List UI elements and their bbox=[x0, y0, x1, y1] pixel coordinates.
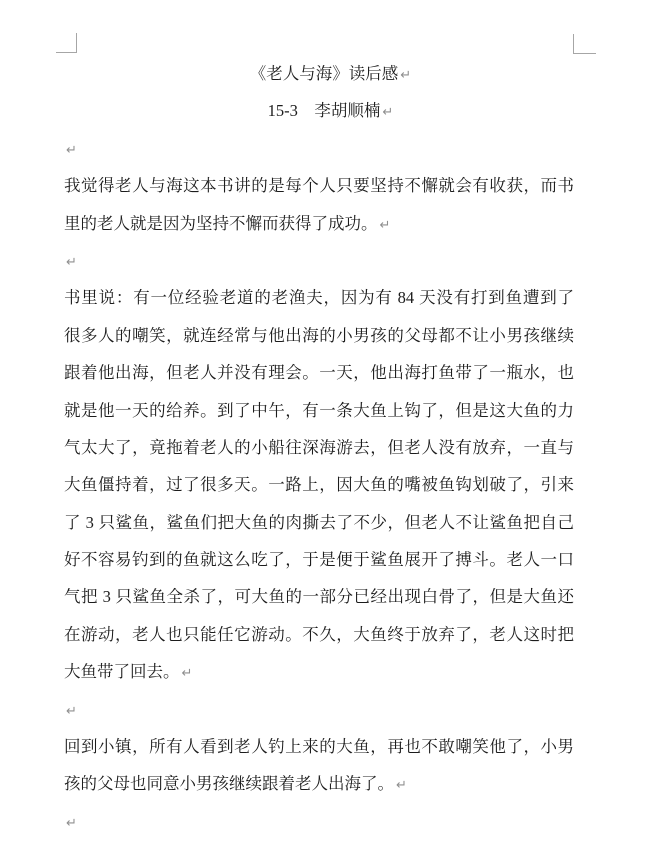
paragraph-line-text: 回到小镇，所有人看到老人钓上来的大鱼，再也不敢嘲笑他了，小男 bbox=[64, 737, 574, 757]
crop-mark-top-right bbox=[573, 34, 596, 54]
pilcrow-mark: ↵ bbox=[400, 68, 412, 83]
pilcrow-mark: ↵ bbox=[382, 105, 394, 121]
paragraph-line-text: 跟着他出海，但老人并没有理会。一天，他出海打鱼带了一瓶水，也 bbox=[64, 363, 574, 383]
paragraph-line[interactable] bbox=[64, 466, 574, 503]
paragraph-line-text: 孩的父母也同意小男孩继续跟着老人出海了。 bbox=[64, 774, 394, 794]
paragraph-line-text: 在游动，老人也只能任它游动。不久，大鱼终于放弃了，老人这时把 bbox=[64, 624, 574, 644]
paragraph-line[interactable] bbox=[64, 205, 597, 242]
empty-line[interactable] bbox=[64, 691, 597, 728]
paragraph-line[interactable] bbox=[64, 728, 574, 765]
paragraph-line-text: 气太大了，竟拖着老人的小船往深海游去，但老人没有放弃，一直与 bbox=[64, 437, 574, 457]
author-line-text: 15-3 李胡顺楠 bbox=[267, 101, 381, 121]
paragraph-line-text: 气把 3 只鲨鱼全杀了，可大鱼的一部分已经出现白骨了，但是大鱼还 bbox=[64, 587, 574, 607]
empty-line[interactable] bbox=[64, 242, 597, 279]
paragraph-line-text: 大鱼带了回去。 bbox=[64, 662, 180, 682]
pilcrow-mark: ↵ bbox=[66, 815, 77, 831]
paragraph-line[interactable] bbox=[64, 765, 597, 802]
paragraph-line[interactable] bbox=[64, 429, 574, 466]
paragraph-line[interactable] bbox=[64, 317, 574, 354]
pilcrow-mark: ↵ bbox=[66, 142, 77, 158]
paragraph-line[interactable] bbox=[64, 541, 574, 578]
paragraph-line[interactable] bbox=[64, 279, 574, 316]
empty-line[interactable] bbox=[64, 130, 597, 167]
document-title-text: 《老人与海》读后感 bbox=[249, 64, 399, 83]
pilcrow-mark: ↵ bbox=[181, 666, 193, 682]
paragraph-line[interactable] bbox=[64, 504, 574, 541]
author-line[interactable] bbox=[64, 92, 597, 129]
pilcrow-mark: ↵ bbox=[396, 778, 407, 794]
empty-line[interactable] bbox=[64, 803, 597, 840]
paragraph-line[interactable] bbox=[64, 578, 574, 615]
paragraph-line-text: 了 3 只鲨鱼，鲨鱼们把大鱼的肉撕去了不少，但老人不让鲨鱼把自己 bbox=[64, 512, 574, 532]
paragraph-line-text: 里的老人就是因为坚持不懈而获得了成功。 bbox=[64, 213, 378, 233]
paragraph-line-text: 很多人的嘲笑，就连经常与他出海的小男孩的父母都不让小男孩继续 bbox=[64, 325, 574, 345]
crop-mark-top-left bbox=[56, 33, 77, 53]
paragraph-line-text: 书里说：有一位经验老道的老渔夫，因为有 84 天没有打到鱼遭到了 bbox=[64, 288, 574, 308]
paragraph-line[interactable] bbox=[64, 392, 574, 429]
pilcrow-mark: ↵ bbox=[66, 703, 77, 719]
document-content bbox=[64, 55, 597, 840]
paragraph-line[interactable] bbox=[64, 616, 574, 653]
paragraph-line[interactable] bbox=[64, 354, 574, 391]
pilcrow-mark: ↵ bbox=[66, 254, 77, 270]
paragraph-line[interactable] bbox=[64, 653, 597, 690]
pilcrow-mark: ↵ bbox=[379, 217, 391, 233]
paragraph-line-text: 好不容易钓到的鱼就这么吃了，于是便于鲨鱼展开了搏斗。老人一口 bbox=[64, 550, 574, 570]
paragraph-line-text: 我觉得老人与海这本书讲的是每个人只要坚持不懈就会有收获，而书 bbox=[64, 176, 574, 196]
document-title[interactable] bbox=[64, 55, 597, 92]
paragraph-line-text: 大鱼僵持着，过了很多天。一路上，因大鱼的嘴被鱼钩划破了，引来 bbox=[64, 475, 574, 495]
paragraph-line-text: 就是他一天的给养。到了中午，有一条大鱼上钩了，但是这大鱼的力 bbox=[64, 400, 574, 420]
paragraph-line[interactable] bbox=[64, 167, 574, 204]
